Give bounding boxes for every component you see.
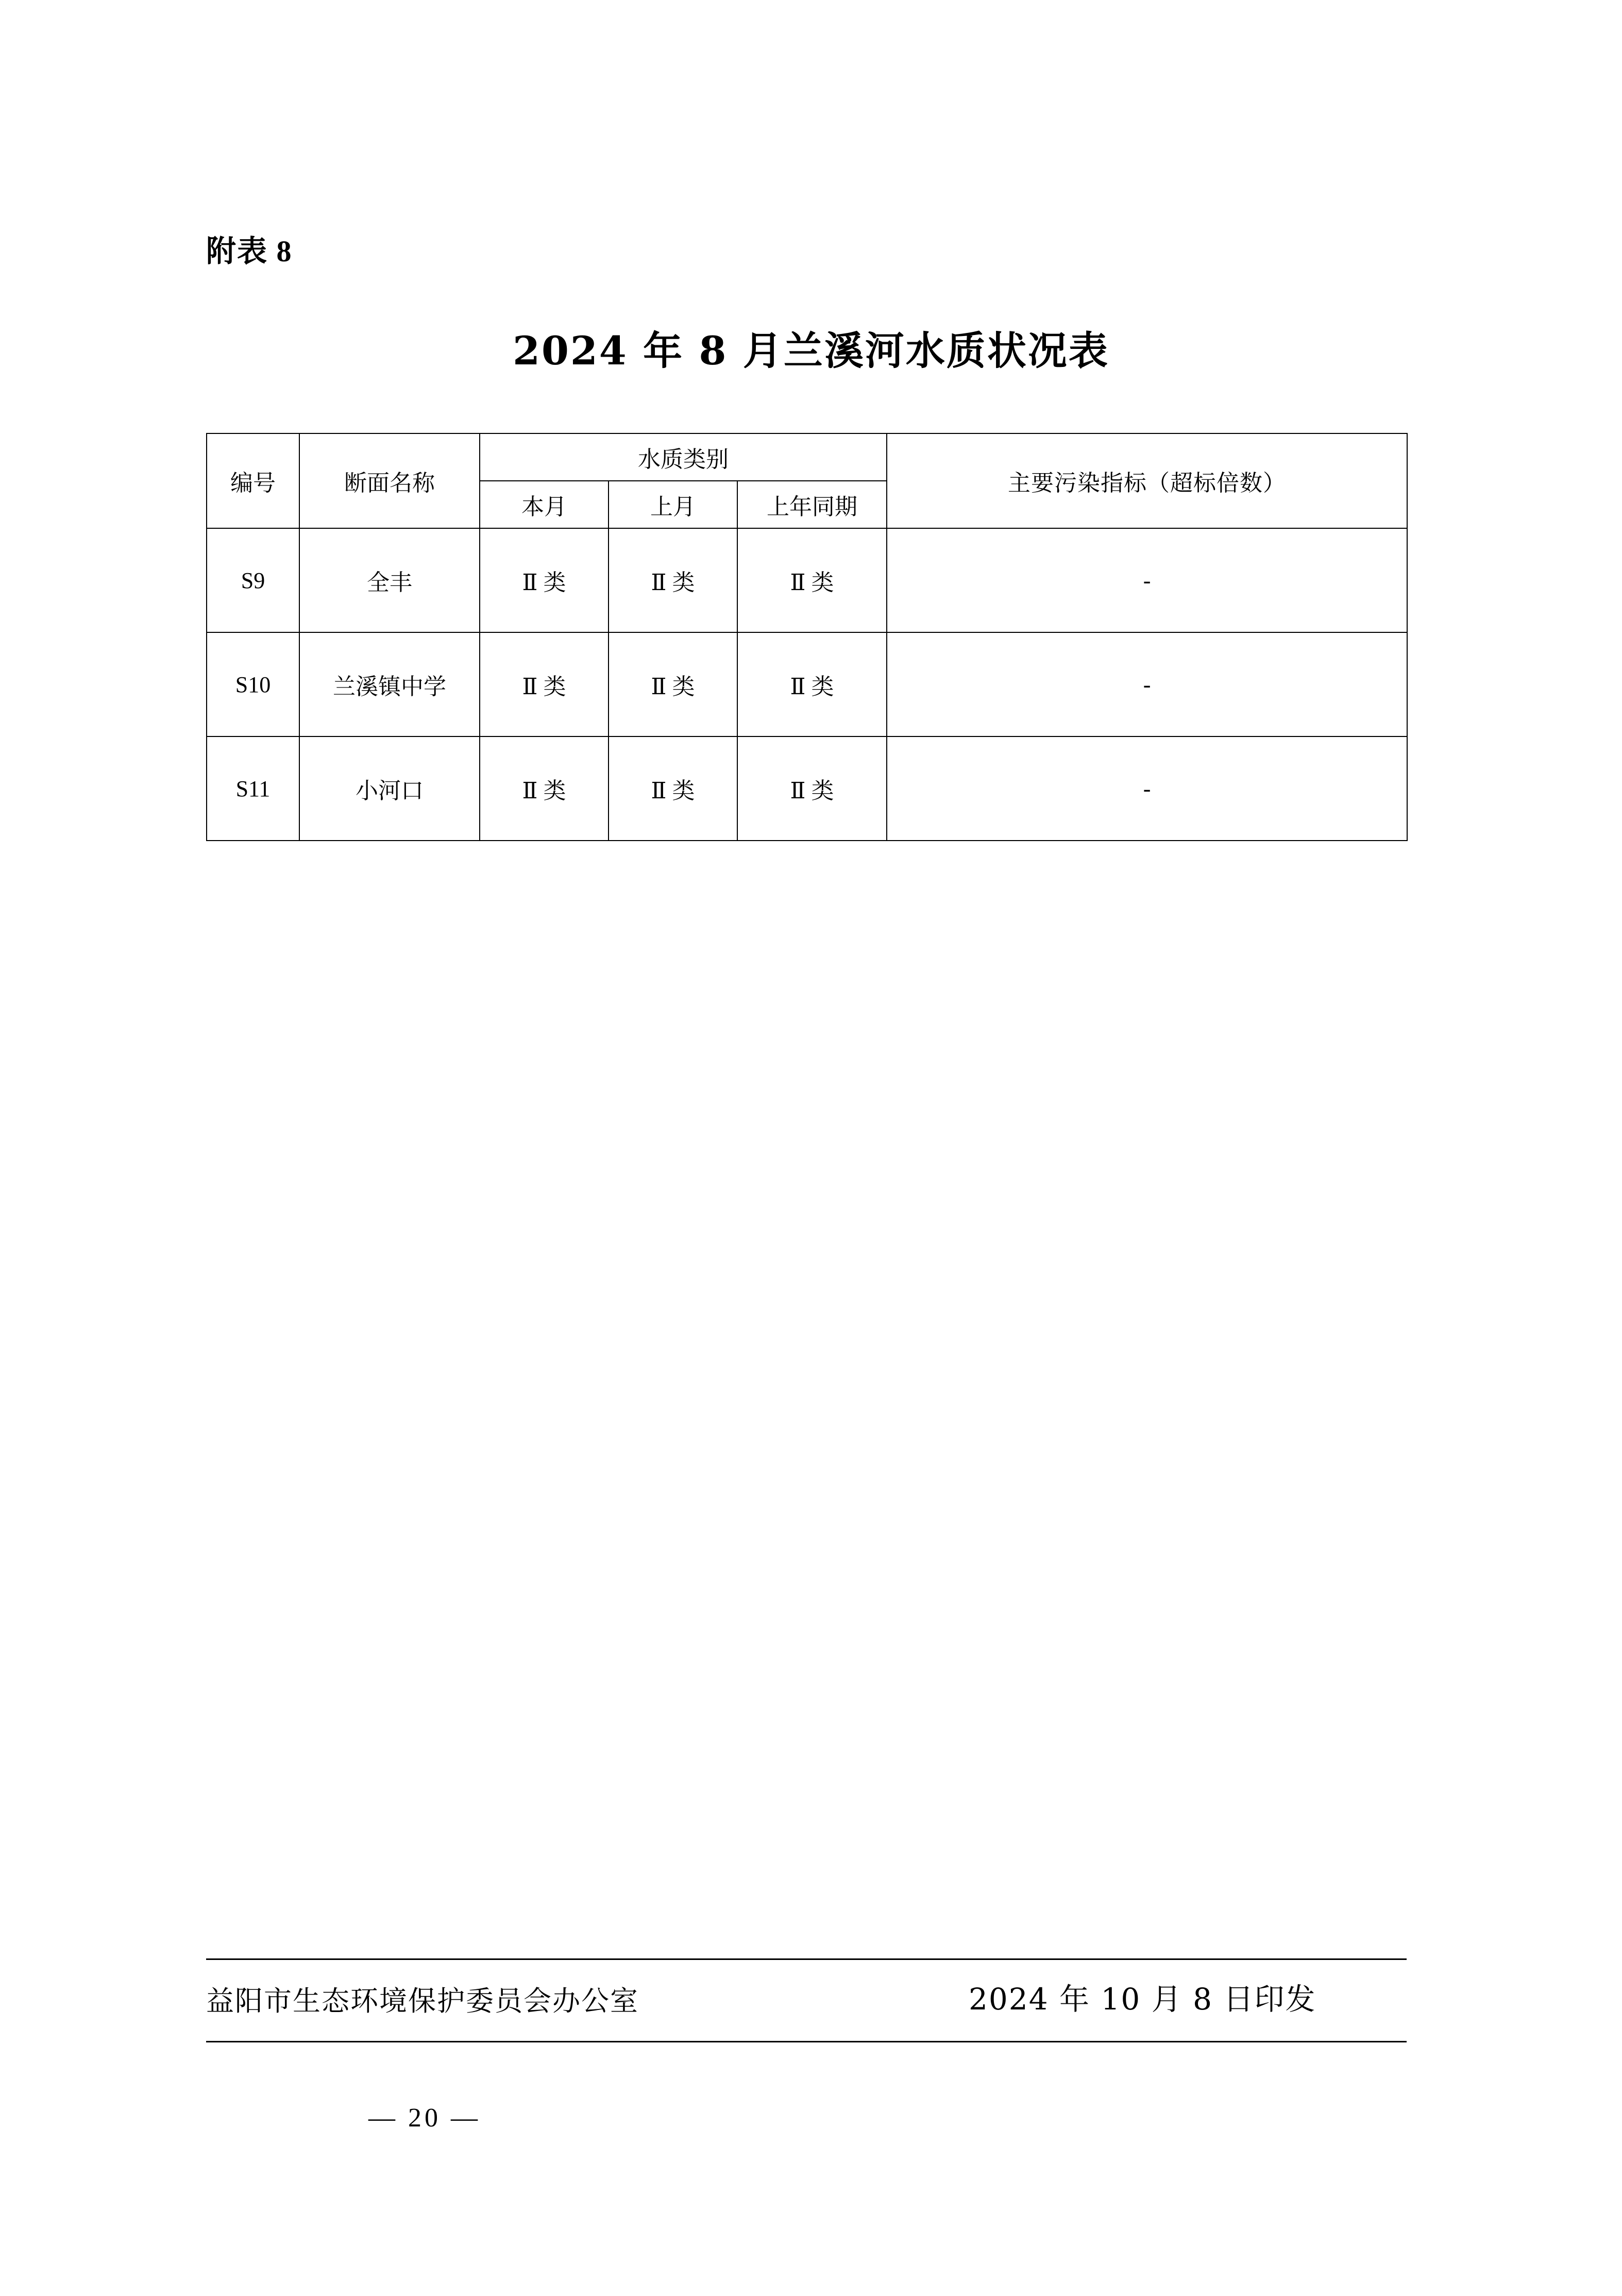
cell-id: S11 xyxy=(207,736,299,841)
header-last-month: 上月 xyxy=(609,481,737,528)
table-row xyxy=(207,528,1407,632)
attachment-label: 附表 8 xyxy=(206,234,293,268)
header-section-name: 断面名称 xyxy=(299,433,480,528)
water-quality-table-wrapper xyxy=(206,433,1407,841)
cell-name: 兰溪镇中学 xyxy=(299,632,480,736)
footer-divider-top xyxy=(206,1958,1407,1960)
cell-id: S10 xyxy=(207,632,299,736)
header-same-period-last-year: 上年同期 xyxy=(737,481,887,528)
header-id: 编号 xyxy=(207,433,299,528)
cell-last-month: Ⅱ 类 xyxy=(609,632,737,736)
footer-issue-date: 2024 年 10 月 8 日印发 xyxy=(969,1982,1316,2017)
cell-last-month: Ⅱ 类 xyxy=(609,528,737,632)
cell-pollutants: - xyxy=(887,632,1407,736)
page-number xyxy=(0,2103,1622,2133)
cell-this-month: Ⅱ 类 xyxy=(480,528,609,632)
footer-divider-bottom xyxy=(206,2041,1407,2042)
header-water-quality-category: 水质类别 xyxy=(480,433,887,481)
table-row xyxy=(207,632,1407,736)
cell-id: S9 xyxy=(207,528,299,632)
cell-this-month: Ⅱ 类 xyxy=(480,632,609,736)
header-this-month: 本月 xyxy=(480,481,609,528)
cell-pollutants: - xyxy=(887,528,1407,632)
page-number-text: — 20 — xyxy=(368,2103,481,2133)
cell-name: 小河口 xyxy=(299,736,480,841)
page-title: 2024 年 8 月兰溪河水质状况表 xyxy=(513,328,1109,374)
cell-last-month: Ⅱ 类 xyxy=(609,736,737,841)
footer-issuer: 益阳市生态环境保护委员会办公室 xyxy=(206,1986,639,2017)
water-quality-table xyxy=(206,433,1408,841)
table-row xyxy=(207,736,1407,841)
cell-same-period-last-year: Ⅱ 类 xyxy=(737,736,887,841)
cell-same-period-last-year: Ⅱ 类 xyxy=(737,632,887,736)
header-main-pollutants: 主要污染指标（超标倍数） xyxy=(887,433,1407,528)
cell-same-period-last-year: Ⅱ 类 xyxy=(737,528,887,632)
cell-pollutants: - xyxy=(887,736,1407,841)
cell-name: 全丰 xyxy=(299,528,480,632)
table-header-row-1 xyxy=(207,433,1407,481)
cell-this-month: Ⅱ 类 xyxy=(480,736,609,841)
